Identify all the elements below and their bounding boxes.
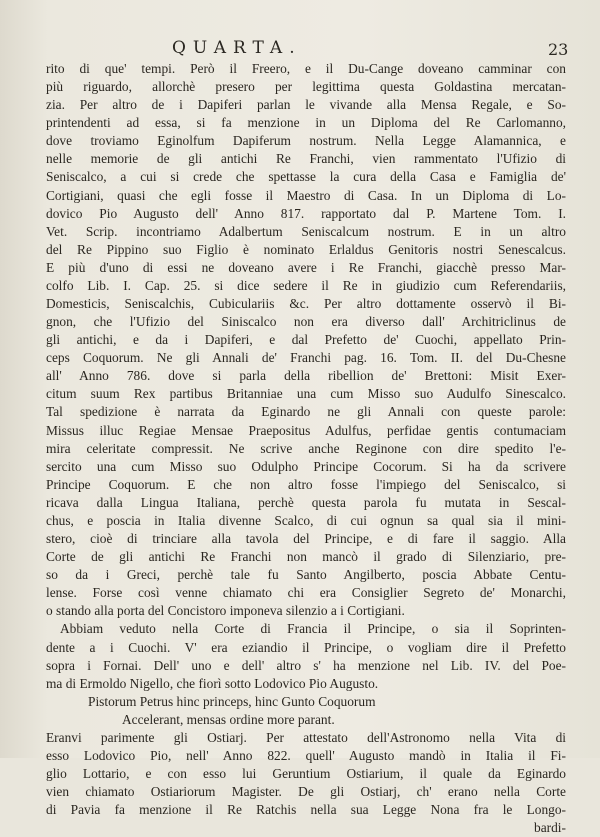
text-line: zia. Per altro de i Dapiferi parlan le vivande alla Mensa Regale, e So- bbox=[46, 97, 566, 113]
text-line: E più d'uno di essi ne doveano avere i Re Franchi, giacchè presso Mar- bbox=[46, 259, 566, 275]
text-line: Corte de gli antichi Re Franchi non mancò il grado di Silenziario, pre- bbox=[46, 549, 566, 565]
text-line: Missus illuc Regiae Mensae Praepositus Adulfus, perfidae gentis contumaciam bbox=[46, 422, 566, 438]
text-line: printendenti ad essa, si fa menzione in un Diploma del Re Carlomanno, bbox=[46, 115, 566, 131]
text-line: Principe Coquorum. E che non altro fosse l'impiego del Seniscalco, si bbox=[46, 476, 566, 492]
text-line: glio Lottario, e con esso lui Geruntium Ostiarium, il quale da Eginardo bbox=[46, 766, 566, 782]
text-line: Eranvi parimente gli Ostiarj. Per attestato dell'Astronomo nella Vita di bbox=[46, 729, 566, 745]
text-line: stero, cioè di trinciare alla tavola del Principe, e di fare il saggio. Alla bbox=[46, 531, 566, 547]
page-number: 23 bbox=[548, 40, 569, 59]
text-line: Seniscalco, a cui si crede che spettasse la cura della Casa e Famiglia de' bbox=[46, 169, 566, 185]
text-line: dovico Pio Augusto dell' Anno 817. rapportato dal P. Martene Tom. I. bbox=[46, 205, 566, 221]
text-line: del Re Pippino suo Figlio è nominato Erlaldus Genitoris nostri Senescalcus. bbox=[46, 241, 566, 257]
running-title: QUARTA. bbox=[172, 38, 302, 58]
body-text bbox=[46, 60, 566, 837]
text-line: nelle memorie de gli antichi Re Franchi, vien rammentato l'Ufizio di bbox=[46, 151, 566, 167]
text-line: o stando alla porta del Concistoro imponeva silenzio a i Cortigiani. bbox=[46, 603, 405, 619]
text-line: dove troviamo Eginolfum Dapiferum nostrum. Nella Legge Alamannica, e bbox=[46, 133, 566, 149]
text-line: più riguardo, allorchè presero per legittima questa Goldastina mercatan- bbox=[46, 79, 566, 95]
catchword: bardi- bbox=[534, 820, 566, 836]
text-line: ceps Coquorum. Ne gli Annali de' Franchi pag. 16. Tom. II. del Du-Chesne bbox=[46, 350, 566, 366]
text-line: di Pavia fa menzione il Re Ratchis nella sua Legge Nona fra le Longo- bbox=[46, 802, 566, 818]
text-line: vien chiamato Ostiariorum Magister. De gli Ostiarj, ch' erano nella Corte bbox=[46, 784, 566, 800]
text-line: ma di Ermoldo Nigello, che fiorì sotto Lodovico Pio Augusto. bbox=[46, 675, 379, 691]
text-line: citum suum Rex partibus Britanniae una cum Misso suo Audulfo Sinescalco. bbox=[46, 386, 566, 402]
text-line: lense. Forse così venne chiamato chi era Consiglier Segreto de' Monarchi, bbox=[46, 585, 566, 601]
verse-line: Pistorum Petrus hinc princeps, hinc Gunto Coquorum bbox=[88, 693, 376, 709]
text-line: colfo Lib. I. Cap. 25. si dice sedere il Re in giudizio cum Referendariis, bbox=[46, 277, 566, 293]
text-line: mira celeritate compressit. Ne scrive anche Reginone con dire spedito l'e- bbox=[46, 440, 566, 456]
text-line: ricava dalla Lingua Italiana, perchè questa parola fu mutata in Sescal- bbox=[46, 494, 566, 510]
text-line: sercito una cum Misso suo Odulpho Principe Cocorum. Si ha da scrivere bbox=[46, 458, 566, 474]
text-line: gnon, che l'Ufizio del Siniscalco non era diverso dall' Architriclinus de bbox=[46, 314, 566, 330]
text-line: sopra i Fornai. Dell' uno e dell' altro s' ha menzione nel Lib. IV. del Poe- bbox=[46, 657, 566, 673]
text-line: gli antichi, e da i Dapiferi, e dal Prefetto de' Cuochi, appellato Prin- bbox=[46, 332, 566, 348]
text-line: Domesticis, Seniscalchis, Cubiculariis &c. Per altro dottamente osservò il Bi- bbox=[46, 296, 566, 312]
text-line: esso Lodovico Pio, nell' Anno 822. quell' Augusto mandò in Italia il Fi- bbox=[46, 747, 566, 763]
text-line: rito di que' tempi. Però il Freero, e il Du-Cange doveano camminar con bbox=[46, 61, 566, 76]
text-line: Cortigiani, quasi che egli fosse il Maestro di Casa. In un Diploma di Lo- bbox=[46, 187, 566, 203]
text-line: Abbiam veduto nella Corte di Francia il Principe, o sia il Soprinten- bbox=[60, 621, 566, 637]
text-line: chus, e poscia in Italia divenne Scalco, di cui ognun sa qual sia il mini- bbox=[46, 512, 566, 528]
text-line: so da i Greci, perchè tale fu Santo Angilberto, poscia Abbate Centu- bbox=[46, 567, 566, 583]
text-line: Vet. Scrip. incontriamo Adalbertum Seniscalcum nostrum. E in un altro bbox=[46, 223, 566, 239]
page-header bbox=[0, 38, 600, 60]
verse-line: Accelerant, mensas ordine more parant. bbox=[122, 711, 335, 727]
text-line: all' Anno 786. dove si parla della ribellion de' Brettoni: Misit Exer- bbox=[46, 368, 566, 384]
text-line: dente a i Cuochi. V' era eziandio il Principe, o vogliam dire il Prefetto bbox=[46, 639, 566, 655]
text-line: Tal spedizione è narrata da Eginardo ne gli Annali con queste parole: bbox=[46, 404, 566, 420]
